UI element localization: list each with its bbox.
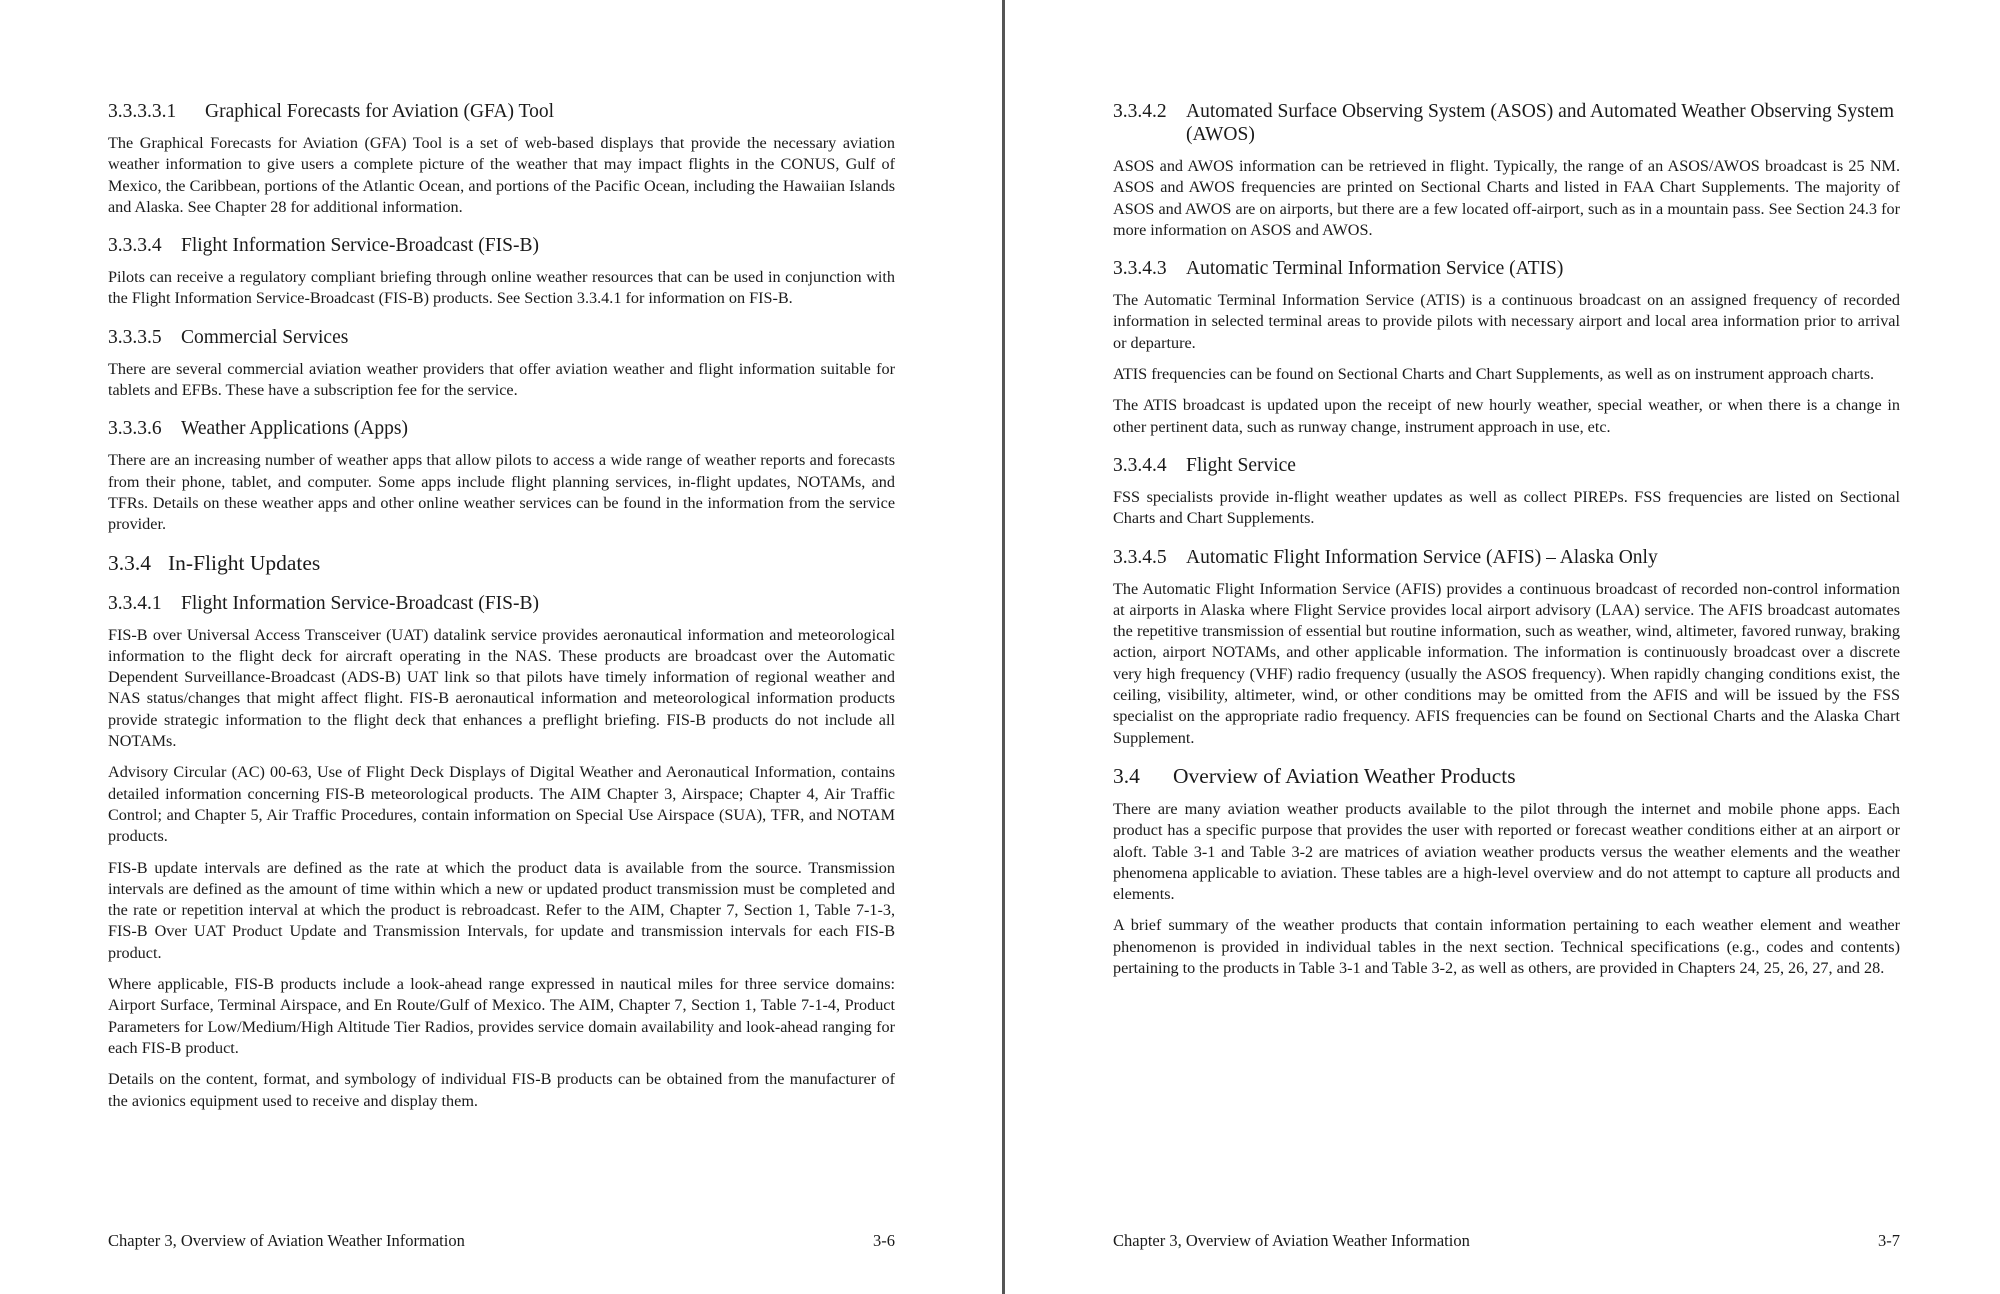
section-number: 3.4 (1113, 763, 1140, 788)
left-page-content (108, 100, 895, 1122)
section-number: 3.3.3.4 (108, 235, 162, 257)
section-title: Flight Information Service-Broadcast (FIS-B) (181, 592, 539, 614)
heading-3-3-3-6 (108, 417, 895, 440)
paragraph: FIS-B update intervals are defined as the rate at which the product data is available from the source. Transmission intervals are defined as the amount of time within which a new or updated product transmission must be completed and the rate or repetition interval at which the product is rebroadcast. Refer to the AIM, Chapter 7, Section 1, Table 7-1-3, FIS-B Over UAT Product Update and Transmission Intervals, for update and transmission intervals for each FIS-B product. (108, 858, 895, 962)
section-number: 3.3.3.3.1 (108, 101, 177, 122)
heading-3-3-4-2 (1113, 100, 1900, 146)
section-number: 3.3.3.5 (108, 326, 162, 348)
heading-3-3-4 (108, 550, 895, 576)
section-title: Weather Applications (Apps) (181, 418, 408, 440)
heading-3-3-3-5 (108, 326, 895, 349)
paragraph: Details on the content, format, and symbology of individual FIS-B products can be obtained from the manufacturer of the avionics equipment used to receive and display them. (108, 1070, 895, 1110)
paragraph: Advisory Circular (AC) 00-63, Use of Flight Deck Displays of Digital Weather and Aeronautical Information, contains detailed information concerning FIS-B meteorological products. The AIM Chapter 3, Airspace; Chapter 4, Air Traffic Control; and Chapter 5, Air Traffic Procedures, contain information on Special Use Airspace (SUA), TFR, and NOTAM products. (108, 763, 895, 846)
footer-page-number: 3-7 (1878, 1231, 1900, 1250)
section-title: Graphical Forecasts for Aviation (GFA) Tool (205, 101, 555, 122)
section-number: 3.3.3.6 (108, 418, 162, 440)
section-title: Overview of Aviation Weather Products (1173, 763, 1516, 788)
heading-3-3-4-5 (1113, 546, 1900, 569)
heading-3-3-4-1 (108, 592, 895, 615)
section-number: 3.3.4.3 (1113, 258, 1167, 280)
section-title: Automated Surface Observing System (ASOS) and Automated Weather Observing System (AWOS) (1186, 101, 1895, 145)
section-number: 3.3.4.2 (1113, 101, 1167, 122)
paragraph: The Graphical Forecasts for Aviation (GFA) Tool is a set of web-based displays that provide the necessary aviation weather information to give users a complete picture of the weather that may impact flights in the CONUS, Gulf of Mexico, the Caribbean, portions of the Atlantic Ocean, and portions of the Pacific Ocean, including the Hawaiian Islands and Alaska. See Chapter 28 for additional information. (108, 134, 895, 216)
paragraph: The Automatic Flight Information Service (AFIS) provides a continuous broadcast of recorded non-control information at airports in Alaska where Flight Service provides local airport advisory (LAA) service. The AFIS broadcast automates the repetitive transmission of essential but routine information, such as weather, wind, altimeter, favored runway, braking action, airport NOTAMs, and other applicable information. The information is continuously broadcast over a discrete very high frequency (VHF) radio frequency (usually the ASOS frequency). When rapidly changing conditions exist, the ceiling, visibility, altimeter, wind, or other conditions may be omitted from the AFIS and will be issued by the FSS specialist on the appropriate radio frequency. AFIS frequencies can be found on Sectional Charts and the Alaska Chart Supplement. (1113, 579, 1900, 747)
paragraph: There are an increasing number of weather apps that allow pilots to access a wide range of weather reports and forecasts from their phone, tablet, and computer. Some apps include flight planning services, in-flight updates, NOTAMs, and TFRs. Details on these weather apps and other online weather services can be found in the information from the service provider. (108, 451, 895, 534)
right-page (1005, 0, 2000, 1294)
heading-3-3-3-4 (108, 234, 895, 257)
paragraph: Pilots can receive a regulatory compliant briefing through online weather resources that can be used in conjunction with the Flight Information Service-Broadcast (FIS-B) products. See Section 3.3.4.1 for information on FIS-B. (108, 268, 895, 308)
paragraph: The Automatic Terminal Information Service (ATIS) is a continuous broadcast on an assigned frequency of recorded information in selected terminal areas to provide pilots with necessary airport and local area information prior to arrival or departure. (1113, 291, 1900, 352)
section-number: 3.3.4.4 (1113, 454, 1167, 476)
page-footer (108, 1231, 895, 1251)
heading-3-3-3-3-1 (108, 100, 895, 123)
paragraph: FIS-B over Universal Access Transceiver (UAT) datalink service provides aeronautical information and meteorological information to the flight deck for aircraft operating in the NAS. These products are broadcast over the Automatic Dependent Surveillance-Broadcast (ADS-B) UAT link so that pilots have timely information of regional weather and NAS status/changes that might affect flight. FIS-B aeronautical information and meteorological information products provide strategic information to the flight deck that enhances a preflight briefing. FIS-B products do not include all NOTAMs. (108, 625, 895, 751)
right-page-content (1113, 100, 1900, 989)
paragraph: A brief summary of the weather products that contain information pertaining to each weather element and weather phenomenon is provided in individual tables in the next section. Technical specifications (e.g., codes and contents) pertaining to the products in Table 3-1 and Table 3-2, as well as others, are provided in Chapters 24, 25, 26, 27, and 28. (1113, 916, 1900, 978)
paragraph: ASOS and AWOS information can be retrieved in flight. Typically, the range of an ASOS/AWOS broadcast is 25 NM. ASOS and AWOS frequencies are printed on Sectional Charts and listed in FAA Chart Supplements. The majority of ASOS and AWOS are on airports, but there are a few located off-airport, such as in a mountain pass. See Section 24.3 for more information on ASOS and AWOS. (1113, 157, 1900, 239)
section-title: Flight Information Service-Broadcast (FIS-B) (181, 235, 539, 257)
paragraph: There are many aviation weather products available to the pilot through the internet and mobile phone apps. Each product has a specific purpose that provides the user with reported or forecast weather conditions either at an airport or aloft. Table 3-1 and Table 3-2 are matrices of aviation weather products versus the weather elements and the weather phenomena applicable to aviation. These tables are a high-level overview and do not attempt to capture all products and elements. (1113, 799, 1900, 904)
paragraph: Where applicable, FIS-B products include a look-ahead range expressed in nautical miles for three service domains: Airport Surface, Terminal Airspace, and En Route/Gulf of Mexico. The AIM, Chapter 7, Section 1, Table 7-1-4, Product Parameters for Low/Medium/High Altitude Tier Radios, provides service domain availability and look-ahead ranging for each FIS-B product. (108, 975, 895, 1057)
section-title: Flight Service (1186, 454, 1296, 476)
page-footer (1113, 1231, 1900, 1251)
paragraph: The ATIS broadcast is updated upon the receipt of new hourly weather, special weather, or when there is a change in other pertinent data, such as runway change, instrument approach in use, etc. (1113, 396, 1900, 436)
footer-chapter: Chapter 3, Overview of Aviation Weather Information (1113, 1231, 1470, 1250)
section-title: Automatic Terminal Information Service (ATIS) (1186, 258, 1564, 280)
heading-3-3-4-4 (1113, 454, 1900, 477)
footer-chapter: Chapter 3, Overview of Aviation Weather Information (108, 1231, 465, 1250)
paragraph: ATIS frequencies can be found on Sectional Charts and Chart Supplements, as well as on instrument approach charts. (1113, 365, 1875, 384)
paragraph: FSS specialists provide in-flight weather updates as well as collect PIREPs. FSS frequencies are listed on Sectional Charts and Chart Supplements. (1113, 487, 1900, 528)
section-title: Commercial Services (181, 326, 349, 348)
heading-3-4 (1113, 763, 1900, 789)
footer-page-number: 3-6 (873, 1231, 895, 1250)
paragraph: There are several commercial aviation weather providers that offer aviation weather and flight information suitable for tablets and EFBs. These have a subscription fee for the service. (108, 359, 895, 400)
section-title: In-Flight Updates (168, 550, 321, 575)
heading-3-3-4-3 (1113, 257, 1900, 280)
section-number: 3.3.4.5 (1113, 546, 1167, 568)
section-number: 3.3.4.1 (108, 592, 162, 614)
section-number: 3.3.4 (108, 550, 151, 575)
section-title: Automatic Flight Information Service (AFIS) – Alaska Only (1186, 546, 1658, 568)
